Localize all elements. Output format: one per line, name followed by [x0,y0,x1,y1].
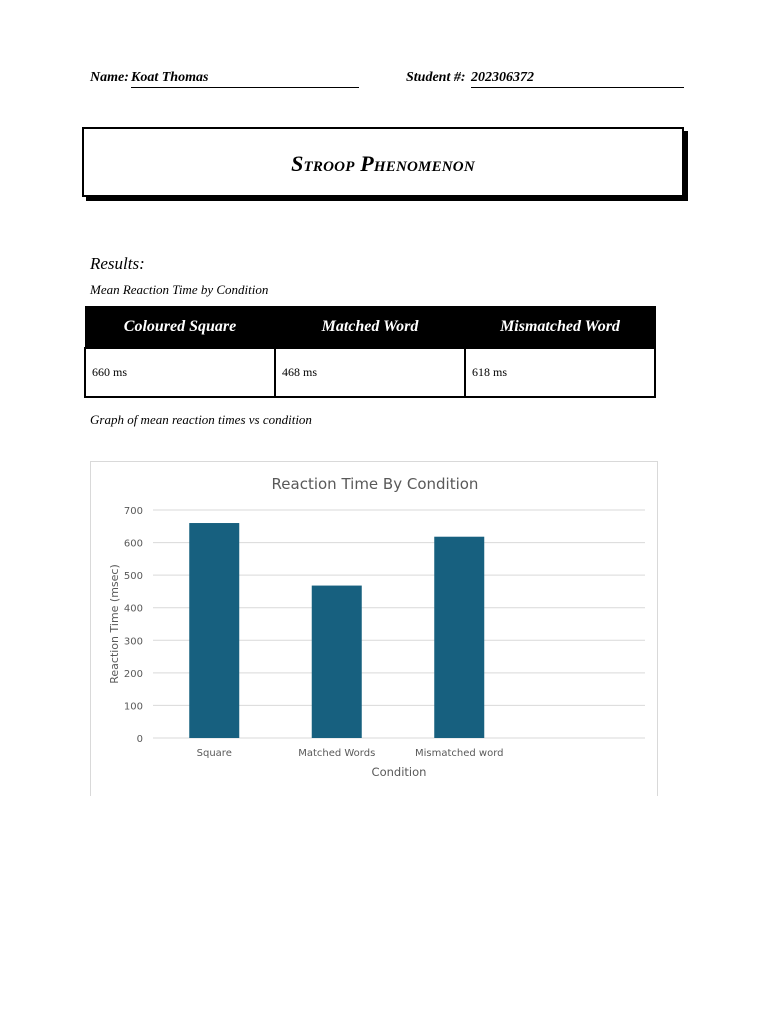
results-heading: Results: [90,254,145,273]
table-cell: 468 ms [275,348,465,397]
table-cell: 618 ms [465,348,655,397]
bar-mismatched-word [434,537,484,738]
x-tick-label: Matched Words [298,748,376,759]
y-tick-label: 500 [123,571,143,583]
y-tick-label: 200 [123,668,143,680]
name-label: Name: [90,70,129,85]
column-header: Mismatched Word [465,307,655,349]
bars [189,523,484,738]
student-info-header [90,70,690,90]
name-value: Koat Thomas [131,70,359,88]
chart-svg [91,462,659,797]
y-tick-label: 0 [136,734,143,745]
table-cell: 660 ms [85,348,275,397]
student-number-label: Student #: [406,70,466,85]
y-axis-title: Reaction Time (msec) [108,564,121,684]
bar-chart [90,461,658,796]
table-header-row [85,307,655,349]
student-number-value: 202306372 [471,70,684,88]
column-header: Coloured Square [85,307,275,349]
results-table [84,306,656,398]
table-caption: Mean Reaction Time by Condition [90,282,269,297]
bar-square [189,523,239,738]
x-tick-labels [197,748,504,759]
table-row [85,348,655,397]
y-tick-label: 400 [123,603,143,615]
chart-title: Reaction Time By Condition [271,475,479,493]
x-axis-title: Condition [371,765,427,779]
page-title: Stroop Phenomenon [291,151,475,176]
x-tick-label: Square [196,748,232,759]
y-tick-label: 100 [123,701,143,713]
y-tick-labels [124,506,143,745]
graph-caption: Graph of mean reaction times vs condition [90,412,312,427]
y-tick-label: 300 [123,636,143,648]
x-tick-label: Mismatched word [414,748,504,759]
y-tick-label: 700 [123,506,143,517]
column-header: Matched Word [275,307,465,349]
title-box [82,127,684,197]
y-tick-label: 600 [123,538,143,550]
bar-matched-words [312,586,362,738]
